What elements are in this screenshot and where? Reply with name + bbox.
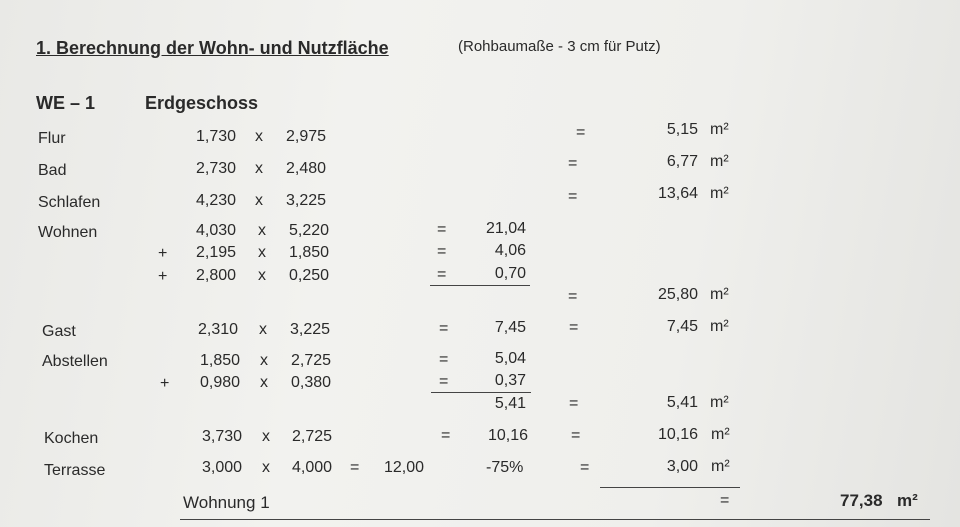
terrasse-dim-b: 4,000 bbox=[292, 459, 333, 476]
room-label-terrasse: Terrasse bbox=[44, 462, 106, 479]
summary-unit: m² bbox=[897, 491, 918, 510]
bad-times: x bbox=[255, 160, 263, 177]
terrasse-product-equals: = bbox=[350, 459, 360, 476]
summary-equals: = bbox=[720, 492, 730, 509]
terrasse-equals: = bbox=[580, 459, 590, 476]
schlafen-dim-b: 3,225 bbox=[286, 192, 327, 209]
wohnen-line1-times: x bbox=[258, 222, 266, 239]
bad-equals: = bbox=[568, 155, 578, 172]
wohnen-sum-line bbox=[430, 285, 530, 286]
room-label-schlafen: Schlafen bbox=[38, 194, 101, 211]
abstellen-unit: m² bbox=[710, 394, 729, 411]
wohnen-line2-dim-a: 2,195 bbox=[196, 244, 237, 261]
abstellen-line2-dim-a: 0,980 bbox=[200, 374, 241, 391]
schlafen-times: x bbox=[255, 192, 263, 209]
wohnen-line1-sub: 21,04 bbox=[485, 220, 526, 237]
terrasse-unit: m² bbox=[711, 458, 730, 475]
gast-sub: 7,45 bbox=[494, 319, 526, 336]
flur-dim-a: 1,730 bbox=[196, 128, 237, 145]
schlafen-equals: = bbox=[568, 188, 578, 205]
unit-label: WE – 1 bbox=[36, 93, 96, 113]
page-note: (Rohbaumaße - 3 cm für Putz) bbox=[458, 38, 661, 55]
wohnen-line3-dim-b: 0,250 bbox=[289, 267, 330, 284]
schlafen-unit: m² bbox=[710, 185, 729, 202]
wohnen-line2-dim-b: 1,850 bbox=[289, 244, 330, 261]
room-label-wohnen: Wohnen bbox=[38, 224, 98, 241]
bad-unit: m² bbox=[710, 153, 729, 170]
wohnen-line1-dim-a: 4,030 bbox=[196, 222, 237, 239]
abstellen-subtotal: 5,41 bbox=[494, 395, 526, 412]
summary-total: 77,38 bbox=[840, 491, 883, 510]
terrasse-dim-a: 3,000 bbox=[202, 459, 243, 476]
wohnen-line3-dim-a: 2,800 bbox=[196, 267, 237, 284]
abstellen-result: 5,41 bbox=[666, 394, 698, 411]
room-label-abstellen: Abstellen bbox=[42, 353, 108, 370]
flur-times: x bbox=[255, 128, 263, 145]
gast-sub-equals: = bbox=[439, 320, 449, 337]
floor-label: Erdgeschoss bbox=[145, 93, 259, 113]
room-label-bad: Bad bbox=[38, 162, 67, 179]
room-label-kochen: Kochen bbox=[44, 430, 99, 447]
summary-label: Wohnung 1 bbox=[183, 493, 270, 512]
abstellen-line1-equals: = bbox=[439, 351, 449, 368]
abstellen-sum-line bbox=[431, 392, 531, 393]
wohnen-line2-sub: 4,06 bbox=[494, 242, 526, 259]
wohnen-line2-times: x bbox=[258, 244, 266, 261]
abstellen-line1-dim-b: 2,725 bbox=[291, 352, 332, 369]
abstellen-line2-dim-b: 0,380 bbox=[291, 374, 332, 391]
abstellen-line2-equals: = bbox=[439, 373, 449, 390]
wohnen-line1-dim-b: 5,220 bbox=[289, 222, 330, 239]
gast-dim-b: 3,225 bbox=[290, 321, 331, 338]
room-label-flur: Flur bbox=[38, 130, 66, 147]
kochen-dim-b: 2,725 bbox=[292, 428, 333, 445]
kochen-unit: m² bbox=[711, 426, 730, 443]
wohnen-line1-equals: = bbox=[437, 221, 447, 238]
flur-unit: m² bbox=[710, 121, 729, 138]
gast-unit: m² bbox=[710, 318, 729, 335]
wohnen-line3-equals: = bbox=[437, 266, 447, 283]
abstellen-equals: = bbox=[569, 395, 579, 412]
schlafen-dim-a: 4,230 bbox=[196, 192, 237, 209]
gast-dim-a: 2,310 bbox=[198, 321, 239, 338]
gast-times: x bbox=[259, 321, 267, 338]
summary-underline bbox=[180, 519, 930, 520]
schlafen-result: 13,64 bbox=[657, 185, 698, 202]
wohnen-equals: = bbox=[568, 288, 578, 305]
kochen-times: x bbox=[262, 428, 270, 445]
total-sum-line bbox=[600, 487, 740, 488]
bad-dim-a: 2,730 bbox=[196, 160, 237, 177]
room-label-gast: Gast bbox=[42, 323, 76, 340]
terrasse-product: 12,00 bbox=[384, 459, 425, 476]
kochen-result: 10,16 bbox=[657, 426, 698, 443]
wohnen-result: 25,80 bbox=[657, 286, 698, 303]
gast-equals: = bbox=[569, 319, 579, 336]
kochen-sub: 10,16 bbox=[487, 427, 528, 444]
page-title: 1. Berechnung der Wohn- und Nutzfläche bbox=[36, 38, 389, 58]
wohnen-line2-equals: = bbox=[437, 243, 447, 260]
bad-dim-b: 2,480 bbox=[286, 160, 327, 177]
flur-result: 5,15 bbox=[666, 121, 698, 138]
abstellen-line2-times: x bbox=[260, 374, 268, 391]
wohnen-line2-plus: + bbox=[158, 245, 168, 262]
wohnen-line3-plus: + bbox=[158, 268, 168, 285]
wohnen-line3-times: x bbox=[258, 267, 266, 284]
kochen-dim-a: 3,730 bbox=[202, 428, 243, 445]
abstellen-line2-sub: 0,37 bbox=[494, 372, 526, 389]
kochen-sub-equals: = bbox=[441, 427, 451, 444]
wohnen-unit: m² bbox=[710, 286, 729, 303]
kochen-equals: = bbox=[571, 427, 581, 444]
abstellen-line1-sub: 5,04 bbox=[494, 350, 526, 367]
abstellen-line1-times: x bbox=[260, 352, 268, 369]
abstellen-line1-dim-a: 1,850 bbox=[200, 352, 241, 369]
wohnen-line3-sub: 0,70 bbox=[494, 265, 526, 282]
abstellen-line2-plus: + bbox=[160, 375, 170, 392]
flur-dim-b: 2,975 bbox=[286, 128, 327, 145]
bad-result: 6,77 bbox=[666, 153, 698, 170]
terrasse-times: x bbox=[262, 459, 270, 476]
terrasse-percent: -75% bbox=[486, 459, 524, 476]
terrasse-result: 3,00 bbox=[666, 458, 698, 475]
gast-result: 7,45 bbox=[666, 318, 698, 335]
flur-equals: = bbox=[576, 124, 586, 141]
